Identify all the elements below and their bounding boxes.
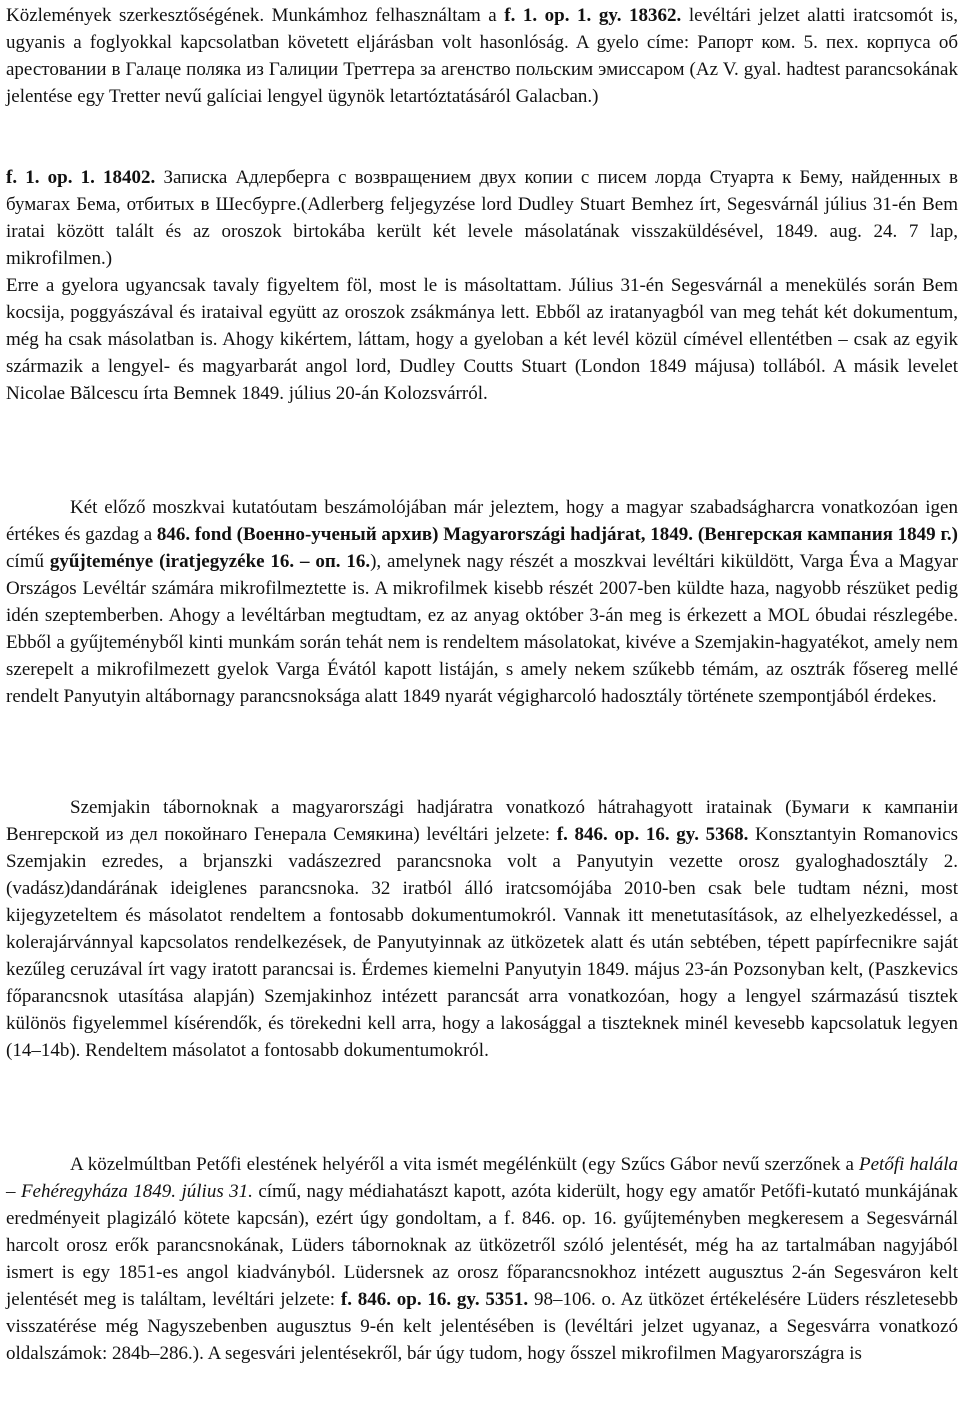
paragraph-text: Erre a gyelora ugyancsak tavaly figyeltem föl, most le is másoltattam. Július 31-én Segesvárnál a menekülés során Bem kocsija, poggyászával és irataival együtt az oroszok zsákmánya lett. Ebből az iratanyagból van meg tehát két dokumentum, még ha csak másolatban is. Ahogy kikértem, láttam, hogy a gyeloban a két levél közül címével ellentétben – csak az egyik származik a lengyel- és magyarbarát angol lord, Dudley Coutts Stuart (London 1849 májusa) tollából. A másik levelet Nicolae Bălcescu írta Bemnek 1849. július 20-án Kolozsvárról.	[6, 275, 958, 404]
paragraph-archive-ref-2	[6, 164, 958, 272]
paragraph-text: című, nagy médiahatászt kapott, azóta kiderült, hogy egy amatőr Petőfi-kutató munkájának eredményeit plagizáló kötete kapcsán), ezért úgy gondoltam, a f. 846. op. 16. gyűjteményben megkeresem a Segesvárnál harcolt orosz erők parancsnokának, Lüders tábornoknak az ütközetről szóló jelentését, még ha az tartalmában nagyjából ismert is egy 1851-es angol kiadványból. Lüdersnek az orosz főparancsnokhoz intézett augusztus 2-án Segesváron kelt jelentését meg is találtam, levéltári jelzete:	[6, 1181, 958, 1310]
paragraph-text: Konsztantyin Romanovics Szemjakin ezredes, a brjanszki vadászezred parancsnoka volt a Panyutyin vezette orosz gyaloghadosztály 2. (vadász)dandárának ideiglenes parancsnoka. 32 iratból álló iratcsomójába 2010-ben csak bele tudtam nézni, most kijegyzeteltem és másolatot rendeltem a fontosabb dokumentumokról. Vannak itt menetutasítások, az elhelyezkedéssel, a kolerajárvánnyal kapcsolatos rendelkezések, de Panyutyinnak az ütközetek alatt és után sebtében, tépett papírfecnikre saját kezűleg ceruzával írt vagy iratott parancsai is. Érdemes kiemelni Panyutyin 1849. május 23-án Pozsonyban kelt, (Paszkevics főparancsnok utasítása alapján) Szemjakinhoz intézett parancsát arra vonatkozóan, hogy a lengyel származású tisztek különös figyelemmel kísérendők, és törekedni kell arra, hogy a lakosággal a tiszteknek minél kevesebb kapcsolatuk legyen (14–14b). Rendeltem másolatot a fontosabb dokumentumokról.	[6, 824, 958, 1061]
paragraph-text: ), amelynek nagy részét a moszkvai levéltári kiküldött, Varga Éva a Magyar Országos Levéltár számára mikrofilmeztette is. A mikrofilmek kisebb részét 2007-ben küldte haza, nagyobb részüket pedig idén szeptemberben. Ahogy a levéltárban megtudtam, ez az anyag október 3-án meg is érkezett a MOL óbudai részlegébe. Ebből a gyűjteményből kinti munkám során tehát nem is rendeltem másolatokat, kivéve a Szemjakin-hagyatékot, amely nem szerepelt a mikrofilmezett gyelok Varga Évától kapott listáján, s amely nekem szűkebb témám, az osztrák fősereg mellé rendelt Panyutyin altábornagy parancsnoksága alatt 1849 nyarát végigharcoló hadosztály története szempontjából érdekes.	[6, 551, 958, 707]
archive-ref-bold: f. 846. op. 16. gy. 5351.	[340, 1289, 529, 1310]
paragraph-text: (Adlerberg feljegyzése lord Dudley Stuart Bemhez írt, Segesvárnál július 31-én Bem iratai között talált és az oroszok birtokába került két levele másolatának visszaküldésével, 1849. aug. 24. 7 lap, mikrofilmen.)	[6, 194, 958, 269]
russian-title: Записка Адлерберга с возвращением двух копии с писем лорда Стуарта к Бему, найденных в бумагах Бема, отбитых в Шесбурге.	[6, 167, 958, 215]
paragraph-text: Közlemények szerkesztőségének. Munkámhoz felhasználtam a	[6, 5, 505, 26]
paragraph-text: levéltári jelzet alatti iratcsomót is, ugyanis a foglyokkal kapcsolatban követett eljárásban volt hasonlóság. A gyelo címe:	[6, 5, 958, 53]
paragraph-text: 98–106. o. Az ütközet értékelésére Lüders részletesebb visszatérése még Nagyszebenben augusztus 9-én kelt jelentésében is (levéltári jelzet ugyanaz, a Segesvárra vonatkozó oldalszámok: 284b–286.). A segesvári jelentésekről, bár úgy tudom, hogy ősszel mikrofilmen Magyarországra is	[6, 1289, 958, 1364]
archive-ref-bold: f. 1. op. 1. 18402.	[6, 167, 156, 188]
paragraph-archive-ref-1	[6, 2, 958, 110]
paragraph-szemjakin	[6, 794, 958, 1064]
paragraph-text: (Az V. gyal. hadtest parancsokának jelentése egy Tretter nevű galíciai lengyel ügynök letartóztatásáról Galacban.)	[6, 59, 958, 107]
archive-ref-bold: f. 1. op. 1. gy. 18362.	[504, 5, 682, 26]
paragraph-moscow-research	[6, 494, 958, 710]
paragraph-text: Két előző moszkvai kutatóutam beszámolójában már jeleztem, hogy a magyar szabadságharcra vonatkozóan igen értékes és gazdag a	[6, 497, 958, 545]
paragraph-text: Szemjakin tábornoknak a magyarországi hadjáratra vonatkozó hátrahagyott iratainak (Бумаги к кампаніи Венгерской из дел покойнаго Генерала Семякина) levéltári jelzete:	[6, 797, 958, 845]
russian-title: Рапорт ком. 5. пех. корпуса об арестовании в Галаце поляка из Галиции Треттера за агенство польским эмиссаром	[6, 32, 958, 80]
fond-title-bold: 846. fond (Военно-ученый архив) Magyarországi hadjárat, 1849. (Венгерская кампания 1849 г.)	[156, 524, 959, 545]
paragraph-text: A közelmúltban Petőfi elestének helyéről a vita ismét megélénkült (egy Szűcs Gábor nevű szerzőnek a	[70, 1154, 860, 1175]
book-title-italic: Petőfi halála – Fehéregyháza 1849. július 31.	[6, 1154, 958, 1202]
archive-ref-bold: f. 846. op. 16. gy. 5368.	[556, 824, 749, 845]
collection-ref-bold: gyűjteménye (iratjegyzéke 16. – оп. 16.	[49, 551, 371, 572]
paragraph-bem-letters	[6, 272, 958, 407]
paragraph-text: című	[6, 551, 50, 572]
paragraph-petofi	[6, 1151, 958, 1367]
